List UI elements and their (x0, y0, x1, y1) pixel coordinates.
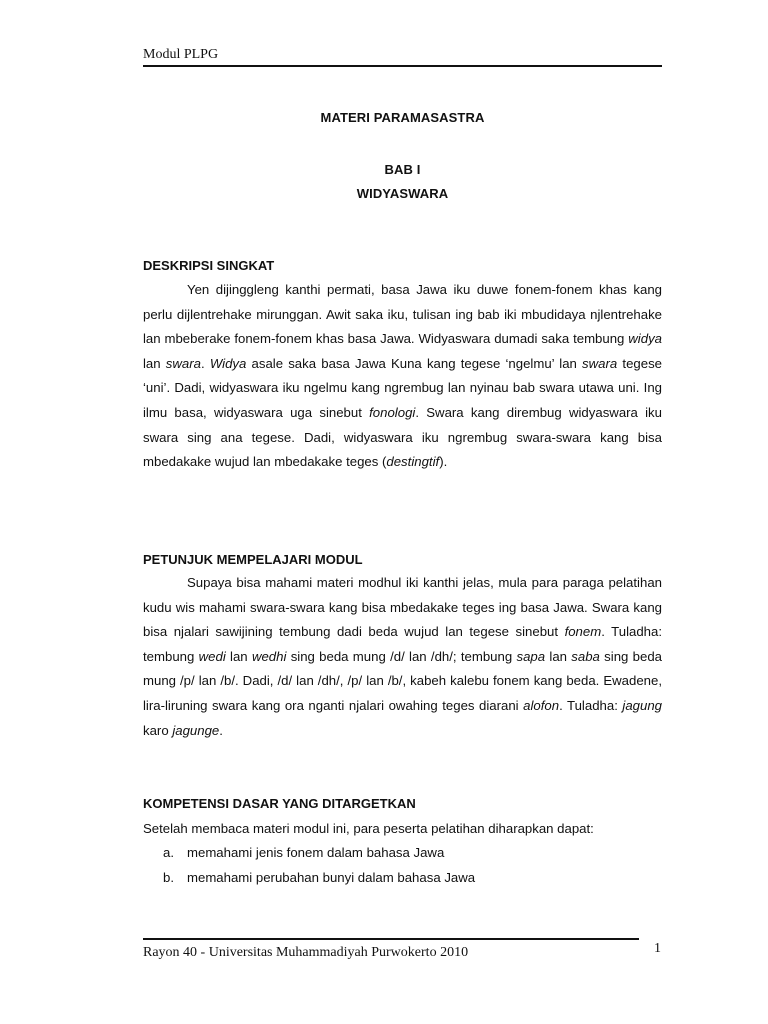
text-run: lan (225, 648, 252, 664)
list-item-text: memahami jenis fonem dalam bahasa Jawa (187, 845, 445, 860)
header-rule (143, 65, 662, 67)
list-item-text: memahami perubahan bunyi dalam bahasa Jawa (187, 870, 476, 885)
italic-term: jagung (622, 697, 662, 713)
text-run: . (219, 722, 223, 738)
text-run: tegese ‘uni’. Dadi, widyaswara iku ngelmu kang ngrembug lan nyinau bab swara utawa uni. Ing ilmu basa, widyaswara uga sinebut (143, 355, 663, 420)
italic-term: swara (582, 355, 618, 371)
text-run: lan (545, 648, 572, 664)
list-item (163, 870, 475, 885)
italic-term: Widya (209, 355, 247, 371)
kompetensi-intro: Setelah membaca materi modul ini, para peserta pelatihan diharapkan dapat: (143, 821, 594, 836)
italic-term: wedhi (251, 648, 287, 664)
paragraph-deskripsi (143, 278, 662, 475)
italic-term: sapa (516, 648, 546, 664)
document-title: MATERI PARAMASASTRA (320, 110, 485, 125)
italic-term: wedi (198, 648, 226, 664)
running-footer: Rayon 40 - Universitas Muhammadiyah Purwokerto 2010 (143, 945, 469, 960)
paragraph-petunjuk (143, 571, 662, 743)
list-marker: b. (163, 870, 174, 885)
footer-rule (143, 938, 639, 940)
italic-term: saba (571, 648, 600, 664)
italic-term: alofon (523, 697, 560, 713)
italic-term: fonologi (369, 404, 416, 420)
text-run: . Swara kang dirembug widyaswara iku swara sing ana tegese. Dadi, widyaswara iku ngrembug swara-swara kang bisa mbedakake wujud lan mbedakake teges ( (143, 404, 662, 470)
text-run: ). (439, 454, 448, 470)
text-run: Supaya bisa mahami materi modhul iki kanthi jelas, mula para paraga pelatihan kudu wis mahami swara-swara kang bisa mbedakake teges ing basa Jawa. Swara kang bisa njalari sawijining tembung dadi beda wujud lan tegese sinebut (143, 575, 662, 640)
italic-term: jagunge (172, 722, 220, 738)
text-run: . Tuladha: (559, 697, 623, 713)
chapter-title: WIDYASWARA (356, 186, 449, 201)
text-run: . (200, 355, 210, 371)
text-run: asale saka basa Jawa Kuna kang tegese ‘ngelmu’ lan (246, 355, 583, 371)
text-run: sing beda mung /d/ lan /dh/; tembung (286, 648, 517, 664)
chapter-number: BAB I (384, 162, 421, 177)
text-run: Yen dijinggleng kanthi permati, basa Jawa iku duwe fonem-fonem khas kang perlu dijlentrehake mirunggan. Awit saka iku, tulisan ing bab iki mbudidaya njlentrehake lan mbeberake fonem-fonem khas basa Jawa. Widyaswara dumadi saka tembung (143, 282, 662, 347)
section-heading-kompetensi: KOMPETENSI DASAR YANG DITARGETKAN (143, 796, 416, 811)
italic-term: fonem (564, 624, 602, 640)
running-header: Modul PLPG (143, 47, 219, 62)
section-heading-deskripsi: DESKRIPSI SINGKAT (143, 258, 275, 273)
list-item (163, 845, 444, 860)
page-number: 1 (654, 941, 661, 956)
italic-term: destingtif (386, 454, 440, 470)
text-run: karo (143, 722, 173, 738)
text-run: lan (143, 355, 166, 371)
italic-term: widya (628, 331, 662, 347)
italic-term: swara (165, 355, 201, 371)
text-run: . Tuladha: tembung (143, 624, 662, 664)
list-marker: a. (163, 845, 174, 860)
section-heading-petunjuk: PETUNJUK MEMPELAJARI MODUL (143, 552, 363, 567)
text-run: sing beda mung /p/ lan /b/. Dadi, /d/ lan /dh/, /p/ lan /b/, kabeh kalebu fonem kang beda. Ewadene, lira-liruning swara kang ora nganti njalari owahing teges diarani (143, 648, 662, 713)
